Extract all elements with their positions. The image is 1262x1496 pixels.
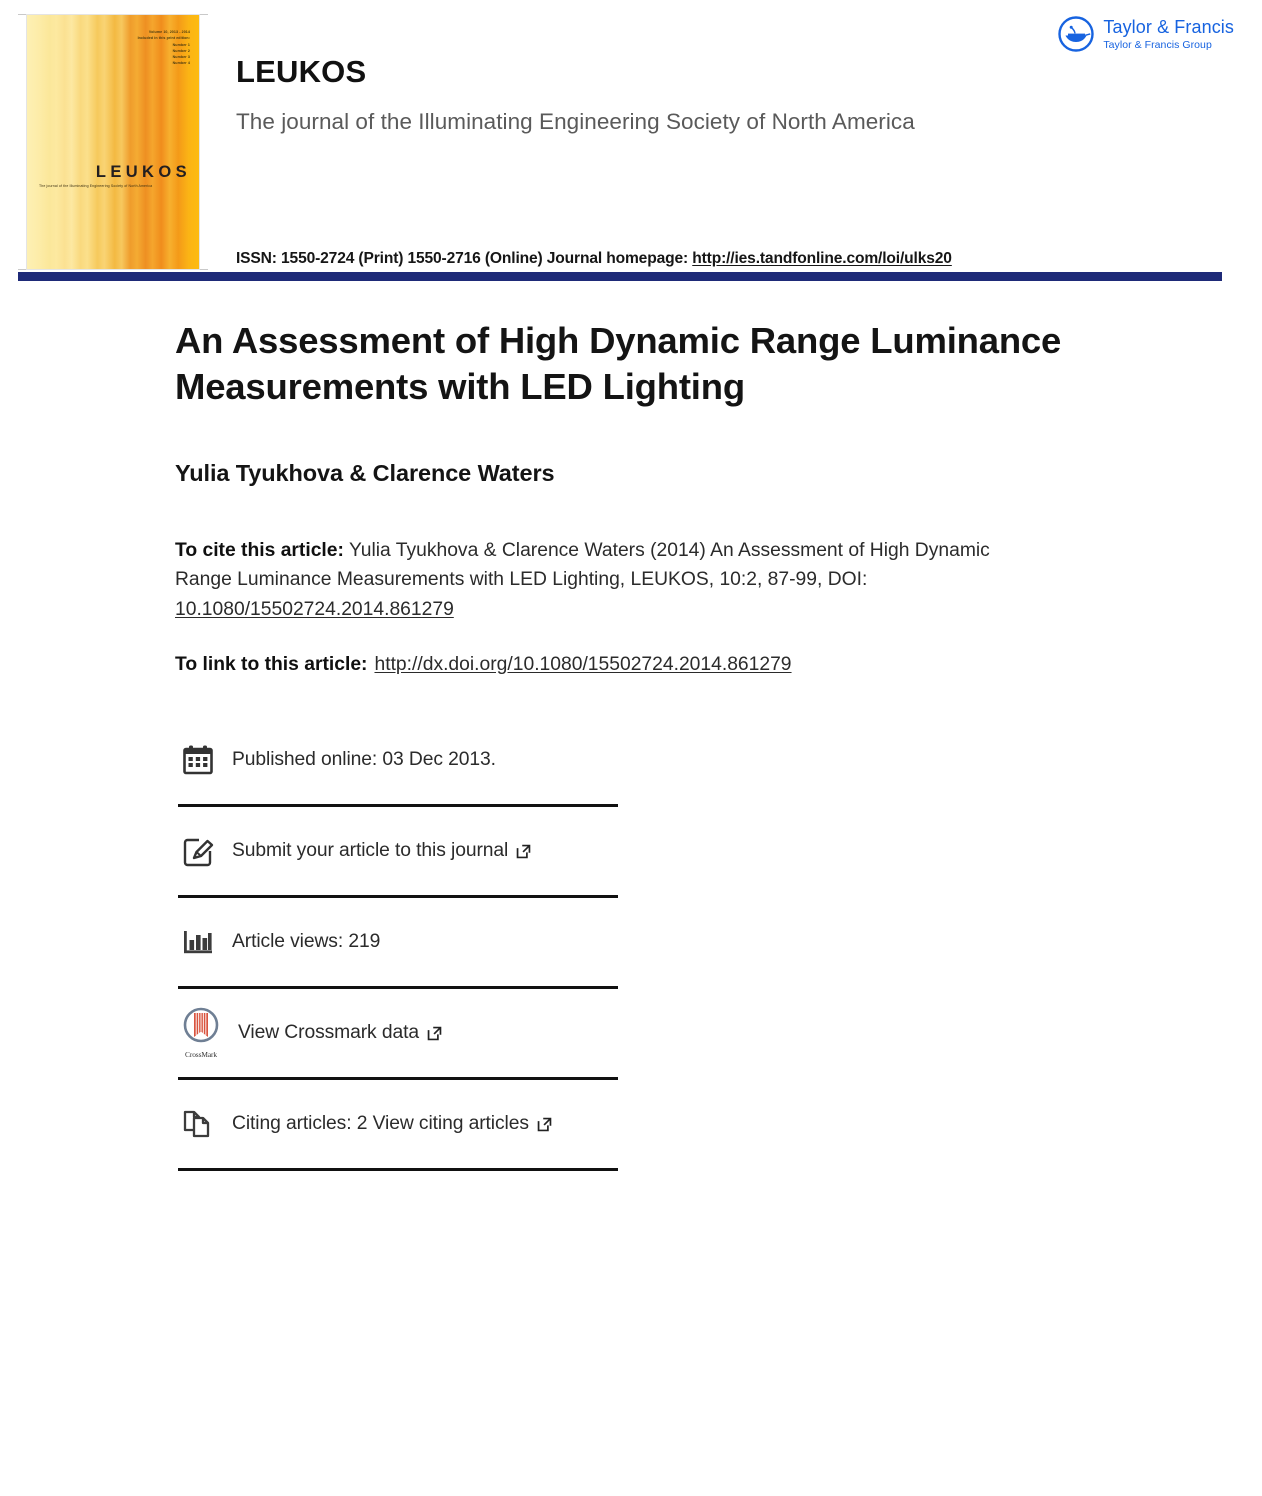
copy-documents-icon: [178, 1104, 218, 1144]
article-block: [175, 318, 1125, 679]
citing-articles-text: Citing articles: 2 View citing articles: [232, 1113, 529, 1134]
metadata-label: [238, 1022, 443, 1044]
journal-masthead: [0, 0, 1262, 288]
metadata-label: [232, 749, 496, 771]
link-block: [175, 651, 1125, 680]
calendar-icon: [178, 740, 218, 780]
cover-volume-info: [138, 29, 190, 67]
bar-chart-icon: [178, 922, 218, 962]
citation-block: [175, 536, 1005, 625]
metadata-row-published-online: [178, 716, 620, 804]
cite-label: To cite this article:: [175, 539, 344, 561]
edit-pencil-icon: [178, 831, 218, 871]
cite-text: Yulia Tyukhova & Clarence Waters (2014) An Assessment of High Dynamic Range Luminance Measurements with LED Lighting, LEUKOS, 10:2, 87-99, DOI:: [175, 539, 990, 591]
publisher-group: Taylor & Francis Group: [1103, 38, 1212, 51]
masthead-divider: [18, 272, 1222, 281]
journal-tagline: The journal of the Illuminating Engineering Society of North America: [236, 108, 915, 134]
cover-artwork: [26, 14, 200, 270]
metadata-divider: [178, 1168, 618, 1171]
issn-text: ISSN: 1550-2724 (Print) 1550-2716 (Online) Journal homepage:: [236, 250, 689, 267]
article-metadata-list: [178, 716, 620, 1171]
metadata-row-article-views: [178, 898, 620, 986]
journal-name: LEUKOS: [236, 54, 367, 89]
journal-homepage-link[interactable]: http://ies.tandfonline.com/loi/ulks20: [692, 250, 952, 267]
taylor-francis-wordmark: [1103, 18, 1234, 51]
crossmark-wordmark: CrossMark: [185, 1050, 217, 1059]
article-doi-link[interactable]: http://dx.doi.org/10.1080/15502724.2014.861279: [374, 653, 792, 675]
metadata-label: [232, 931, 380, 953]
metadata-row-submit-article[interactable]: [178, 807, 620, 895]
external-link-icon: [536, 1116, 553, 1133]
metadata-row-crossmark[interactable]: [178, 989, 620, 1077]
taylor-francis-logo[interactable]: [1056, 14, 1234, 54]
metadata-label: [232, 840, 532, 862]
issn-line: [236, 250, 952, 268]
submit-article-text: Submit your article to this journal: [232, 840, 509, 861]
published-online-text: Published online: 03 Dec 2013.: [232, 749, 496, 770]
cover-volume-line: Number 1: [172, 42, 190, 47]
cover-volume-line: Number 4: [172, 61, 190, 66]
link-label: To link to this article:: [175, 653, 368, 675]
article-authors: Yulia Tyukhova & Clarence Waters: [175, 459, 555, 486]
journal-cover-thumbnail: [26, 14, 200, 270]
cover-volume-line: Included in this print edition:: [137, 36, 190, 41]
cover-volume-line: Volume 10, 2013 - 2014: [148, 30, 190, 34]
cover-journal-title: LEUKOS: [95, 163, 191, 181]
taylor-francis-lamp-icon: [1056, 14, 1096, 54]
article-title: An Assessment of High Dynamic Range Luminance Measurements with LED Lighting: [175, 320, 1062, 407]
crossmark-text: View Crossmark data: [238, 1022, 419, 1043]
article-views-text: Article views: 219: [232, 931, 381, 952]
cover-volume-line: Number 3: [172, 55, 190, 60]
publisher-name: Taylor & Francis: [1103, 16, 1234, 37]
cover-journal-subtitle: The journal of the Illuminating Engineering Society of North America: [39, 184, 153, 188]
crossmark-icon: [178, 1007, 224, 1059]
journal-identity: [236, 56, 1236, 135]
external-link-icon: [426, 1025, 443, 1042]
cite-doi-link[interactable]: 10.1080/15502724.2014.861279: [175, 599, 454, 620]
metadata-row-citing-articles[interactable]: [178, 1080, 620, 1168]
cover-volume-line: Number 2: [172, 48, 190, 53]
metadata-label: [232, 1113, 553, 1135]
external-link-icon: [515, 843, 532, 860]
